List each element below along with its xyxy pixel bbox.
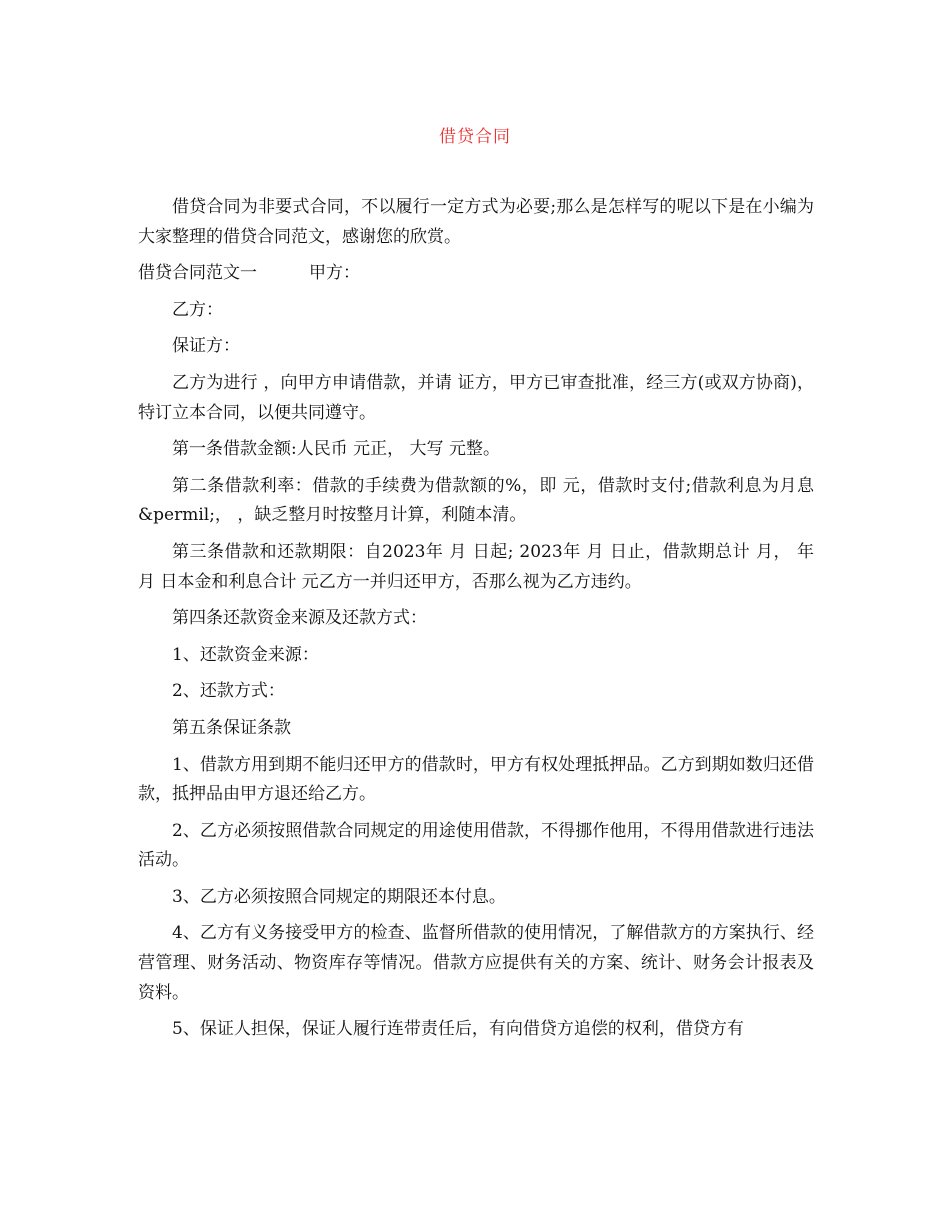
document-title: 借贷合同 [439,127,511,147]
contract-paragraph: 第四条还款资金来源及还款方式： [172,608,427,629]
sample-heading-line [138,259,814,289]
party-a-label: 甲方： [309,263,360,284]
contract-paragraph: 1、借款方用到期不能归还甲方的借款时，甲方有权处理抵押品。乙方到期如数归还借款，抵押品由甲方退还给乙方。 [138,754,814,805]
party-b-label: 乙方： [172,299,223,320]
contract-paragraph: 1、还款资金来源： [172,644,319,665]
intro-paragraph: 借贷合同为非要式合同，不以履行一定方式为必要;那么是怎样写的呢以下是在小编为大家整理的借贷合同范文，感谢您的欣赏。 [138,197,814,247]
sample-heading: 借贷合同范文一 [138,263,257,284]
contract-paragraph: 2、还款方式： [172,681,285,702]
guarantor-label: 保证方： [172,336,240,357]
contract-paragraph: 乙方为进行 ，向甲方申请借款，并请 证方，甲方已审查批准，经三方(或双方协商)，特订立本合同，以便共同遵守。 [138,372,814,423]
contract-paragraph: 第二条借款利率：借款的手续费为借款额的%，即 元，借款时支付;借款利息为月息 &permil;， ，缺乏整月时按整月计算，利随本清。 [138,475,814,526]
contract-paragraph: 3、乙方必须按照合同规定的期限还本付息。 [172,886,506,907]
contract-paragraph: 第三条借款和还款期限：自2023年 月 日起; 2023年 月 日止，借款期总计 月， 年 月 日本金和利息合计 元乙方一并归还甲方，否那么视为乙方违约。 [138,541,814,592]
contract-paragraph: 第一条借款金额:人民币 元正， 大写 元整。 [172,439,500,460]
contract-paragraph: 5、保证人担保，保证人履行连带责任后，有向借贷方追偿的权利，借贷方有 [172,1019,744,1040]
document-body [138,193,814,1052]
contract-paragraph: 2、乙方必须按照借款合同规定的用途使用借款，不得挪作他用，不得用借款进行违法活动。 [138,820,814,871]
contract-paragraph: 4、乙方有义务接受甲方的检查、监督所借款的使用情况，了解借款方的方案执行、经营管理、财务活动、物资库存等情况。借款方应提供有关的方案、统计、财务会计报表及资料。 [138,923,814,1003]
contract-paragraph: 第五条保证条款 [172,717,291,738]
